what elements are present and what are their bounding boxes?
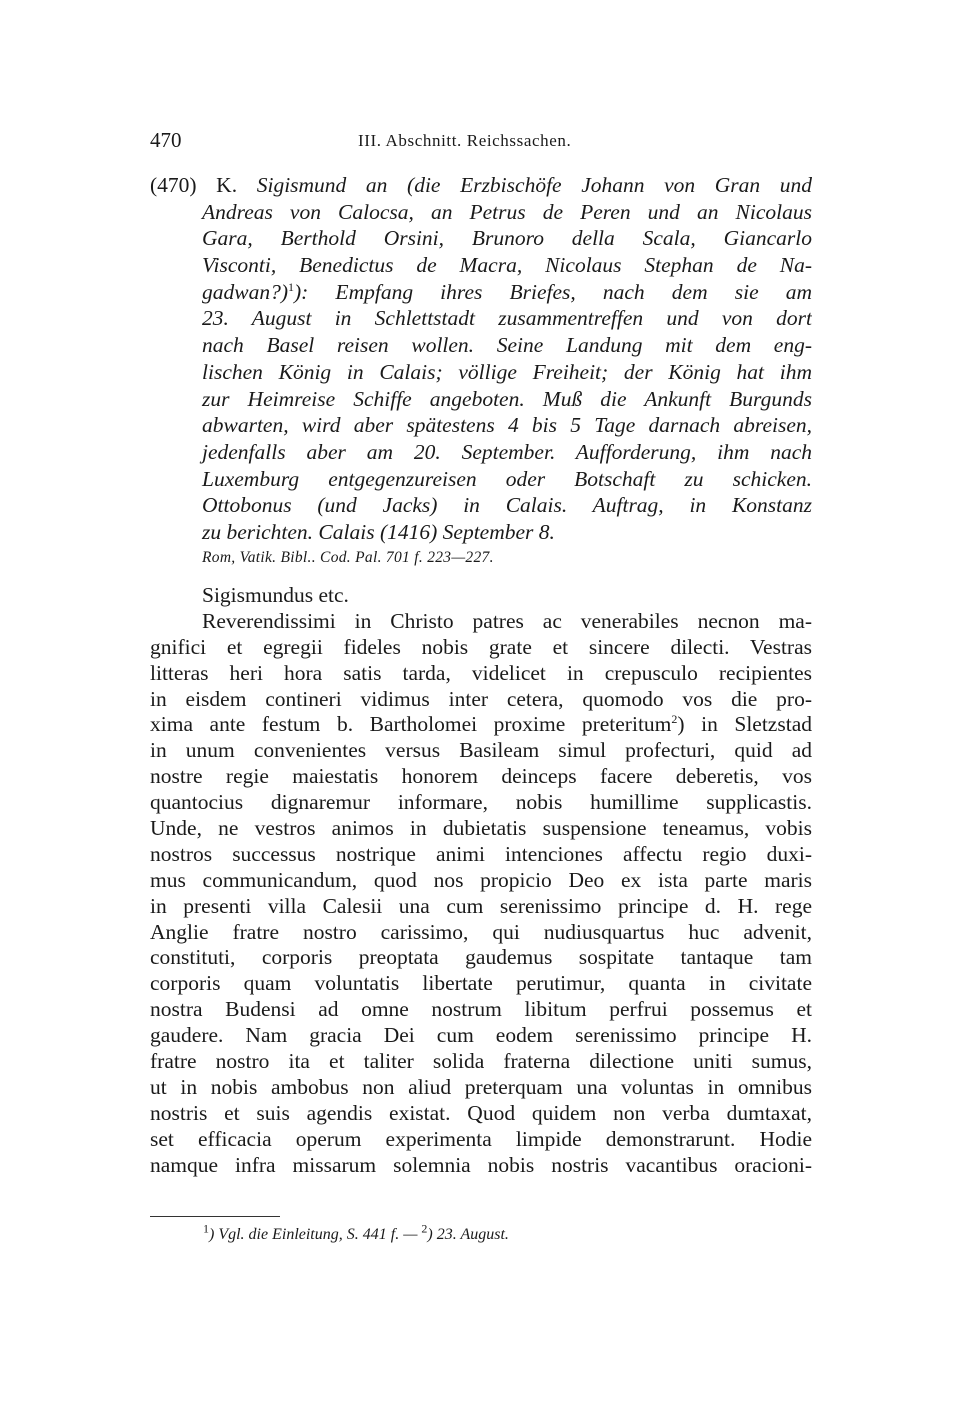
letter-line: set efficacia operum experimenta limpide demonstrarunt. Hodie: [150, 1126, 812, 1151]
regest-line: nach Basel reisen wollen. Seine Landung mit dem eng-: [202, 333, 812, 358]
regest-line: Gara, Berthold Orsini, Brunoro della Scala, Giancarlo: [202, 226, 812, 251]
letter-line: namque infra missarum solemnia nobis nostris vacantibus oracioni-: [150, 1152, 812, 1177]
source-citation: Rom, Vatik. Bibl.. Cod. Pal. 701 f. 223—227.: [202, 549, 494, 566]
salutation: Sigismundus etc.: [202, 583, 349, 607]
letter-line: gaudere. Nam gracia Dei cum eodem serenissimo principe H.: [150, 1023, 812, 1048]
letter-line: corporis quam voluntatis libertate perutimur, quanta in civitate: [150, 971, 812, 996]
regest-summary: [150, 172, 812, 546]
letter-line: nostre regie maiestatis honorem deinceps facere deberetis, vos: [150, 764, 812, 789]
regest-line: [150, 172, 812, 199]
letter-line: constituti, corporis preoptata gaudemus sospitate tantaque tam: [150, 945, 812, 970]
letter-line: quantocius dignaremur informare, nobis humillime supplicastis.: [150, 790, 812, 815]
letter-line: litteras heri hora satis tarda, videlicet in crepusculo recipientes: [150, 660, 812, 685]
document-number: (470) K.: [150, 173, 238, 197]
letter-line: [150, 712, 812, 738]
regest-line: 23. August in Schlettstadt zusammentreffen und von dort: [202, 306, 812, 331]
footnote-ref: 1: [288, 279, 294, 294]
footnote-mark: 1: [203, 1221, 209, 1236]
letter-line: nostros successus nostrique animi intenciones affectu regio duxi-: [150, 841, 812, 866]
regest-line: [150, 279, 812, 306]
letter-line-text: xima ante festum b. Bartholomei proxime preteritum: [150, 712, 672, 737]
footnote-mark: 2: [421, 1221, 428, 1236]
regest-line: lischen König in Calais; völlige Freiheit; der König hat ihm: [202, 359, 812, 384]
regest-line-text: ): Empfang ihres Briefes, nach dem sie am: [294, 279, 812, 304]
letter-text: [150, 583, 812, 1178]
regest-line-text: gadwan?): [202, 279, 288, 304]
regest-line: abwarten, wird aber spätestens 4 bis 5 Tage darnach abreisen,: [202, 413, 812, 438]
letter-line: Anglie fratre nostro carissimo, qui nudiusquartus huc advenit,: [150, 919, 812, 944]
footnote-text: ) Vgl. die Einleitung, S. 441 f. —: [209, 1226, 422, 1243]
regest-line: jedenfalls aber am 20. September. Aufforderung, ihm nach: [202, 439, 812, 464]
page-number: 470: [150, 128, 182, 152]
footnote-text: ) 23. August.: [427, 1226, 509, 1243]
regest-line: Andreas von Calocsa, an Petrus de Peren und an Nicolaus: [202, 199, 812, 224]
regest-line: Visconti, Benedictus de Macra, Nicolaus Stephan de Na-: [202, 253, 812, 278]
letter-line: Reverendissimi in Christo patres ac venerabiles necnon ma-: [202, 608, 812, 633]
letter-line: nostris et suis agendis existat. Quod quidem non verba dumtaxat,: [150, 1100, 812, 1125]
running-head: III. Abschnitt. Reichssachen.: [358, 131, 572, 150]
letter-line: fratre nostro ita et taliter solida fraterna dilectione uniti sumus,: [150, 1049, 812, 1074]
footnote-ref: 2: [671, 712, 678, 727]
regest-line: Ottobonus (und Jacks) in Calais. Auftrag, in Konstanz: [202, 493, 812, 518]
letter-line: mus communicandum, quod nos propicio Deo ex ista parte maris: [150, 867, 812, 892]
regest-line: zu berichten. Calais (1416) September 8.: [202, 519, 555, 544]
letter-line: nostra Budensi ad omne nostrum libitum perfrui possemus et: [150, 997, 812, 1022]
page-header: [150, 128, 810, 158]
regest-line-text: Sigismund an (die Erzbischöfe Johann von Gran und: [256, 173, 812, 197]
letter-line-text: ) in Sletzstad: [677, 712, 812, 737]
footnote-divider: [150, 1216, 280, 1217]
letter-line: ut in nobis ambobus non aliud preterquam una voluntas in omnibus: [150, 1074, 812, 1099]
footnotes: [203, 1221, 509, 1244]
regest-line: Luxemburg entgegenzureisen oder Botschaft zu schicken.: [202, 466, 812, 491]
letter-line: in unum convenientes versus Basileam simul profecturi, quid ad: [150, 738, 812, 763]
regest-line: zur Heimreise Schiffe angeboten. Muß die Ankunft Burgunds: [202, 386, 812, 411]
letter-line: in presenti villa Calesii una cum serenissimo principe d. H. rege: [150, 893, 812, 918]
letter-line: in eisdem contineri vidimus inter cetera, quomodo vos die pro-: [150, 686, 812, 711]
letter-line: Unde, ne vestros animos in dubietatis suspensione teneamus, vobis: [150, 816, 812, 841]
letter-line: gnifici et egregii fideles nobis grate et sincere dilecti. Vestras: [150, 634, 812, 659]
